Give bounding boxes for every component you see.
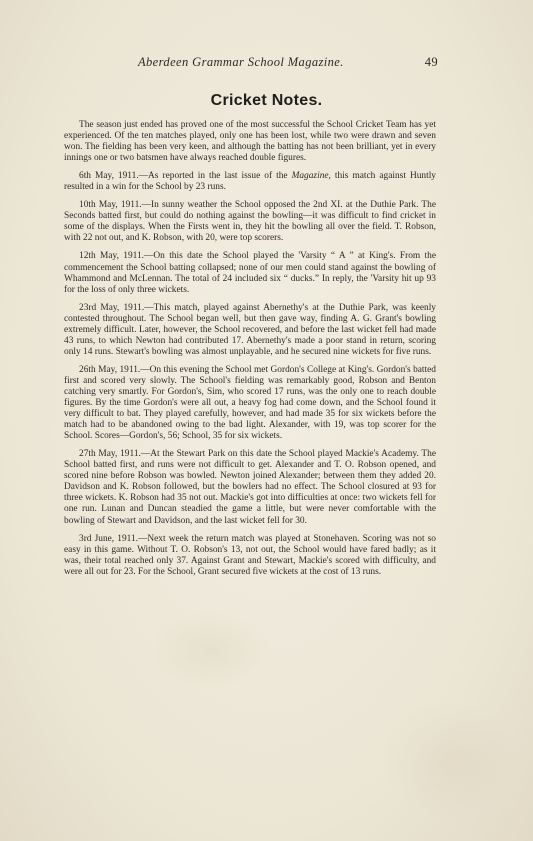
running-header — [80, 55, 438, 71]
section-title: Cricket Notes. — [210, 92, 323, 109]
paragraph-season-summary: The season just ended has proved one of the most successful the School Cricket Team has yet experienced. Of the ten matches played, only one has been lost, while two were drawn and seven won. The fielding has been very keen, and although the batting has not been brilliant, yet in every innings one or two batsmen have always reached double figures. — [64, 120, 436, 164]
paragraph-mackies-home-match: 27th May, 1911.—At the Stewart Park on this date the School played Mackie's Academy. The School batted first, and runs were not difficult to get. Alexander and T. O. Robson opened, and scored nine before Robson was bowled. Newton joined Alexander; between them they added 20. Davidson and K. Robson followed, but the bowlers had no effect. The School closured at 93 for three wickets. K. Robson had 35 not out. Mackie's got into difficulties at once: two wickets fell for one run. Lunan and Duncan steadied the game a little, but were never comfortable with the bowling of Stewart and Davidson, and the last wicket fell for 30. — [64, 449, 436, 526]
paragraph-second-xi-match: 10th May, 1911.—In sunny weather the School opposed the 2nd XI. at the Duthie Park. The Seconds batted first, but could do nothing against the bowling—it was difficult to find cricket in some of the displays. When the Firsts went in, they hit the bowling all over the field. T. Robson, with 22 not out, and K. Robson, with 20, were top scorers. — [64, 200, 436, 244]
paragraph-gordons-match: 26th May, 1911.—On this evening the School met Gordon's College at King's. Gordon's batted first and scored very slowly. The School's fielding was remarkably good, Robson and Benton catching very smartly. For Gordon's, Sim, who scored 17 runs, was the only one to reach double figures. By the time Gordon's were all out, a heavy fog had come down, and the School found it very difficult to bat. They played carefully, however, and had made 35 for six wickets before the match had to be abandoned owing to the bad light. Alexander, with 19, was top scorer for the School. Scores—Gordon's, 56; School, 35 for six wickets. — [64, 364, 436, 442]
paragraph-abernethys-match: 23rd May, 1911.—This match, played against Abernethy's at the Duthie Park, was keenly contested throughout. The School began well, but then gave way, finding A. G. Grant's bowling extremely difficult. Later, however, the School recovered, and before the last wicket fell had made 43 runs, to which Newton had contributed 17. Abernethy's made a poor stand in return, scoring only 14 runs. Stewart's bowling was almost unplayable, and he secured nine wickets for five runs. — [64, 302, 436, 357]
running-title: Aberdeen Grammar School Magazine. — [138, 55, 344, 69]
paper-stain — [150, 610, 270, 690]
paragraph-huntly-match: 6th May, 1911.—As reported in the last issue of the Magazine, this match against Huntly resulted in a win for the School by 23 runs. — [64, 171, 436, 193]
paragraph-mackies-return-match: 3rd June, 1911.—Next week the return match was played at Stonehaven. Scoring was not so easy in this game. Without T. O. Robson's 13, not out, the School would have fared badly; as it was, their total reached only 37. Against Grant and Stewart, Mackie's scored with difficulty, and were all out for 23. For the School, Grant secured five wickets at the cost of 13 runs. — [64, 533, 436, 577]
paper-stain — [380, 700, 520, 820]
paragraph-varsity-match: 12th May, 1911.—On this date the School played the 'Varsity “ A ” at King's. From the commencement the School batting collapsed; none of our men could stand against the bowling of Whammond and McLennan. The total of 24 included six “ ducks.” In reply, the 'Varsity hit up 93 for the loss of only three wickets. — [64, 251, 436, 295]
article-body — [64, 120, 436, 585]
page-number: 49 — [424, 55, 438, 69]
